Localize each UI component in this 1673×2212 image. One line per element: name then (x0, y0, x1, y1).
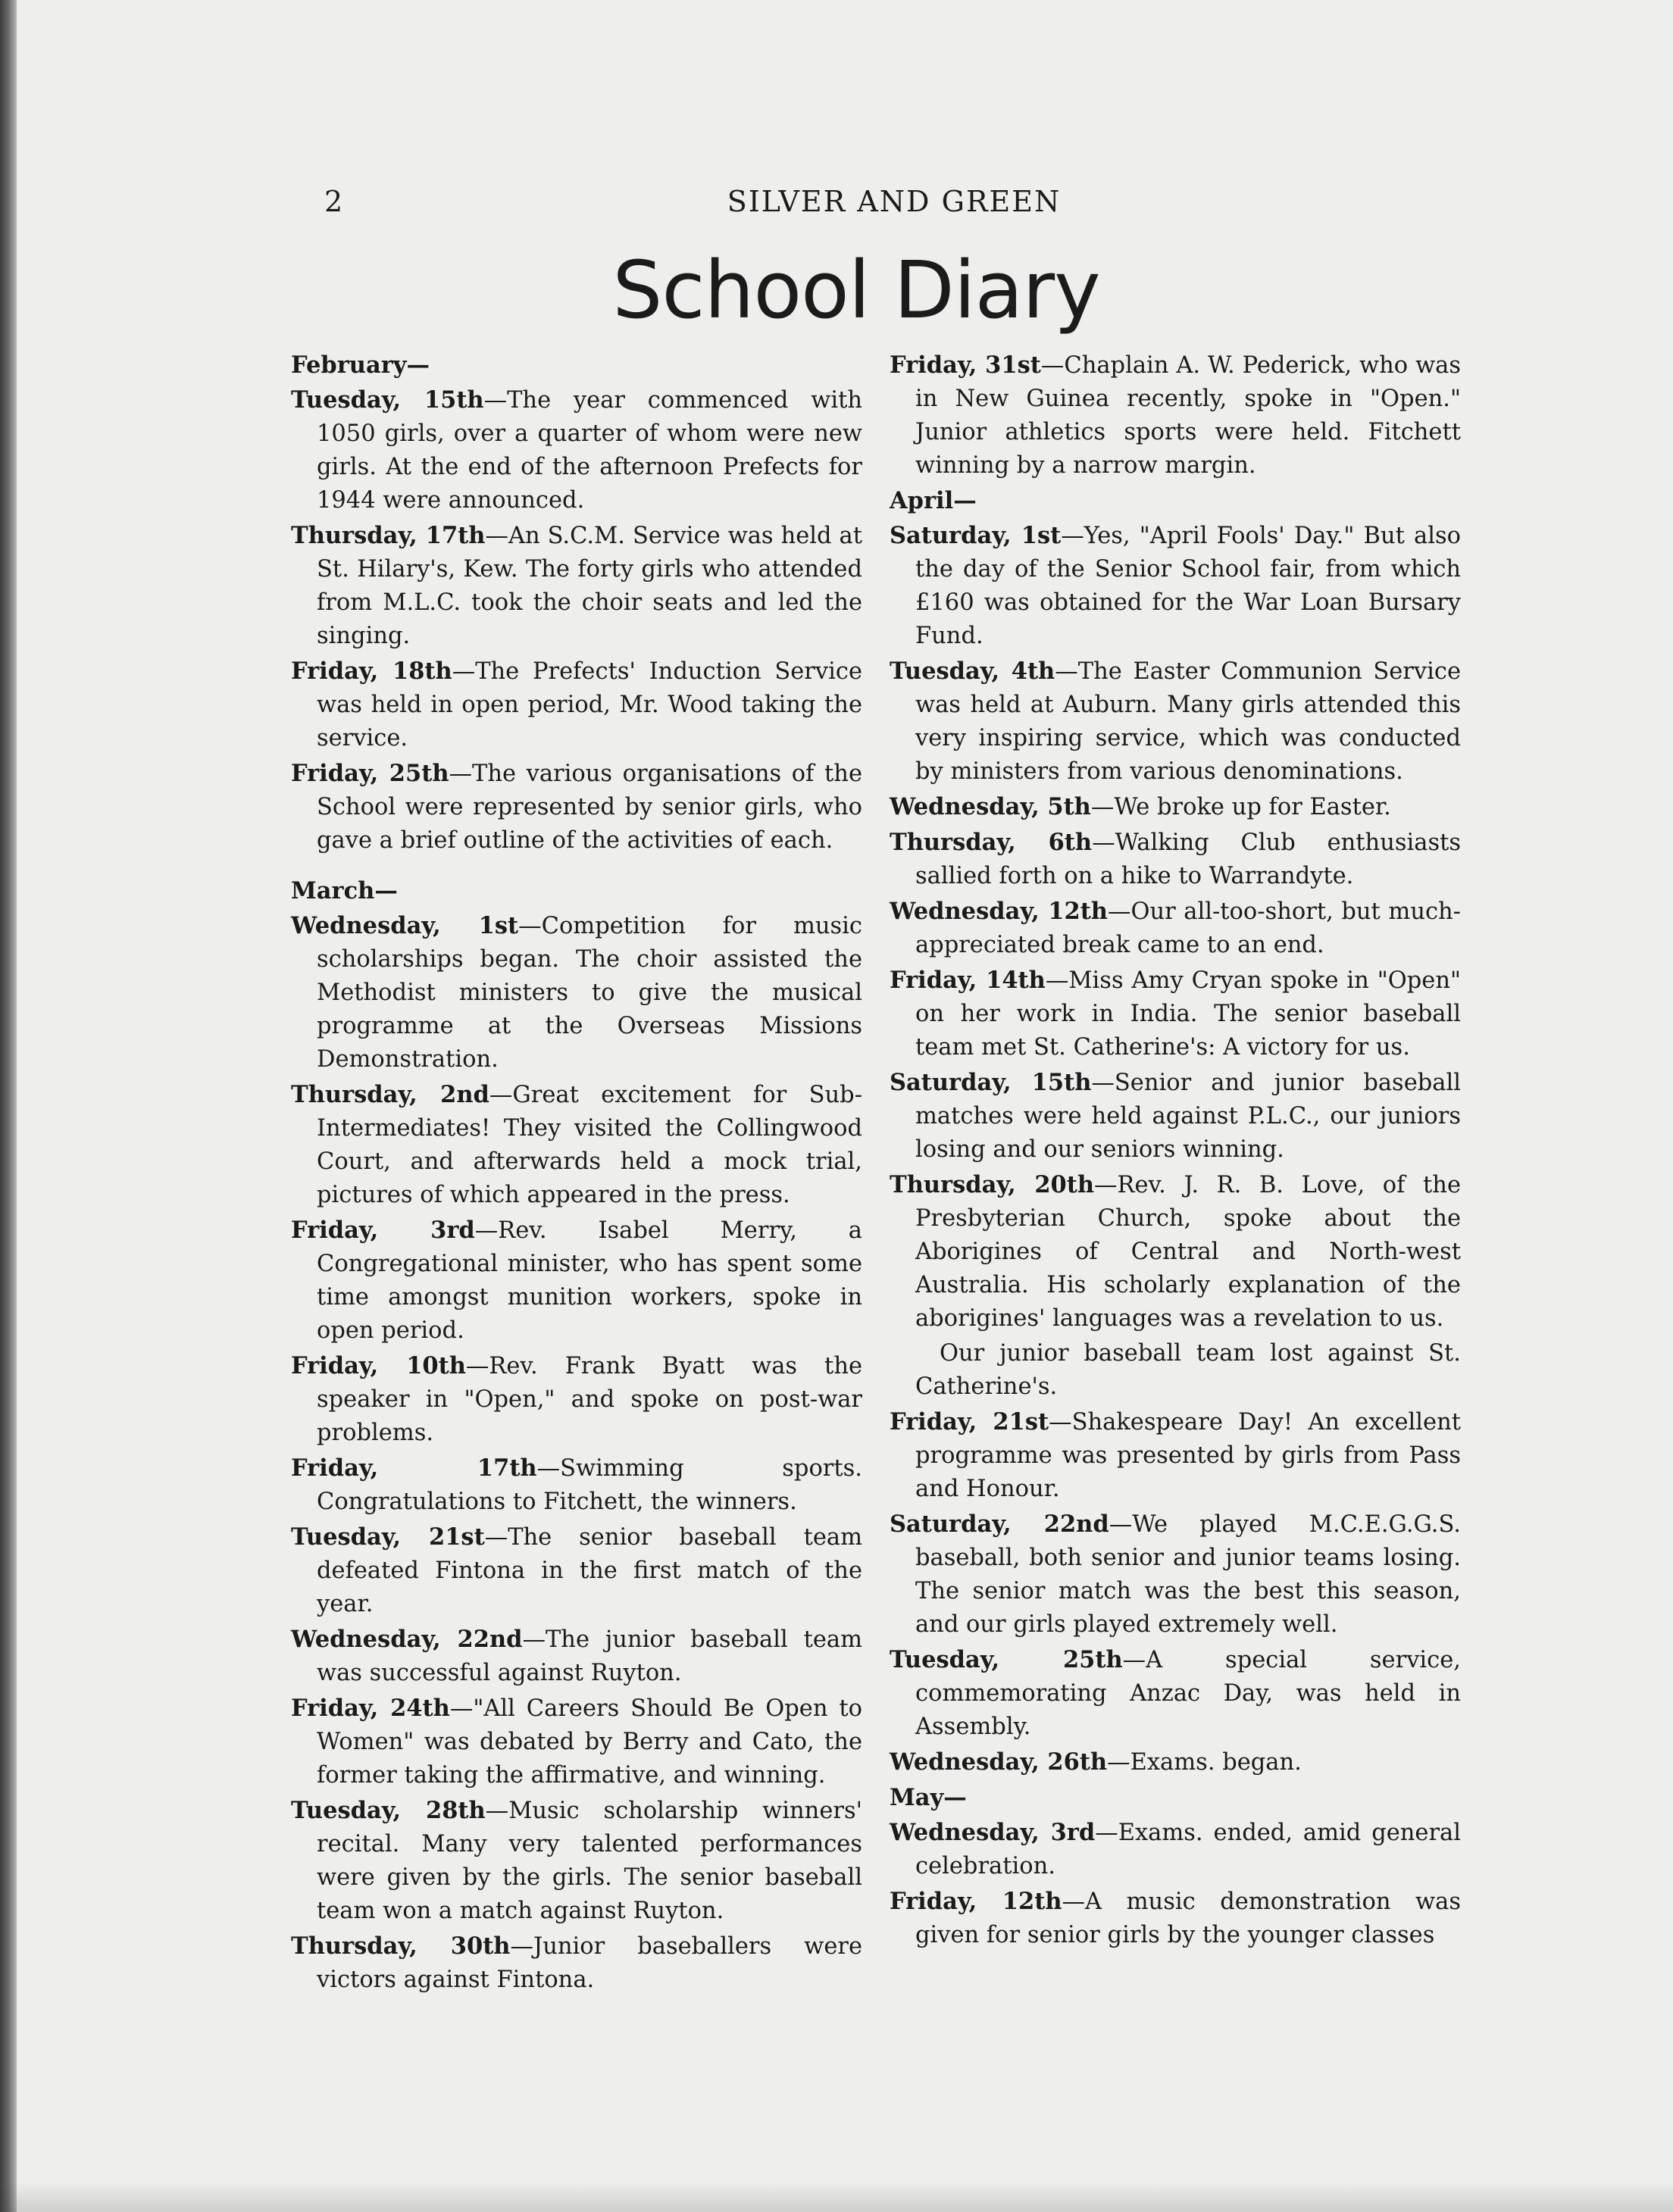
entry-text: —The junior baseball team was successful against Ruyton. (317, 1626, 862, 1686)
entry-date: Friday, 18th (291, 658, 452, 685)
left-column (286, 348, 862, 1998)
entry-text: —Miss Amy Cryan spoke in "Open" on her work in India. The senior baseball team met St. Catherine's: A victory for us. (915, 967, 1461, 1061)
entry-text: —An S.C.M. Service was held at St. Hilary's, Kew. The forty girls who attended from M.L.C. took the choir seats and led the singing. (317, 523, 862, 649)
entry-text: —Walking Club enthusiasts sallied forth on a hike to Warrandyte. (915, 830, 1461, 889)
entry-date: Thursday, 20th (890, 1171, 1095, 1198)
entry-text: —Rev. Frank Byatt was the speaker in "Open," and spoke on post-war problems. (317, 1353, 863, 1446)
march-entries (286, 909, 862, 1997)
running-head: SILVER AND GREEN (727, 185, 1062, 218)
diary-entry (286, 655, 862, 755)
entry-date: Tuesday, 21st (291, 1523, 485, 1551)
entry-text: —Our all-too-short, but much-appreciated break came to an end. (915, 898, 1461, 958)
diary-entry (286, 1349, 862, 1450)
entry-date: Wednesday, 26th (890, 1748, 1108, 1776)
diary-paragraph: Our junior baseball team lost against St. Catherine's. (915, 1340, 1461, 1400)
diary-entry (885, 1643, 1461, 1744)
entry-date: Thursday, 17th (291, 522, 486, 549)
entry-date: Friday, 21st (890, 1408, 1049, 1436)
diary-entry (885, 964, 1461, 1064)
diary-entry (286, 1692, 862, 1792)
entry-text: —A special service, commemorating Anzac Day, was held in Assembly. (915, 1647, 1462, 1740)
entry-text: —Music scholarship winners' recital. Many very talented performances were given by the girls. The senior baseball team won a match against Ruyton. (317, 1798, 862, 1924)
entry-date: Tuesday, 25th (890, 1646, 1123, 1673)
diary-entry (885, 1745, 1461, 1779)
entry-text: —A music demonstration was given for senior girls by the younger classes (915, 1889, 1461, 1948)
entry-date: Friday, 24th (291, 1695, 450, 1722)
diary-entry (286, 1214, 862, 1348)
month-heading-march: March— (291, 877, 398, 904)
entry-text: —The senior baseball team defeated Fintona in the first match of the year. (317, 1524, 862, 1617)
entry-text: —The year commenced with 1050 girls, over a quarter of whom were new girls. At the end of the afternoon Prefects for 1944 were announced. (317, 387, 862, 514)
entry-date: Wednesday, 5th (890, 793, 1091, 820)
diary-entry (885, 348, 1461, 483)
entry-date: Saturday, 15th (890, 1069, 1092, 1096)
diary-entry (286, 757, 862, 858)
page-title: School Diary (612, 244, 1100, 336)
diary-entry (885, 519, 1461, 653)
entry-date: Friday, 17th (291, 1454, 537, 1482)
diary-entry (286, 1794, 862, 1928)
diary-entry (286, 383, 862, 517)
diary-entry (885, 1168, 1461, 1336)
entry-date: Friday, 10th (291, 1352, 466, 1379)
entry-text: —Senior and junior baseball matches were held against P.L.C., our juniors losing and our seniors winning. (915, 1070, 1461, 1163)
diary-entry (286, 909, 862, 1076)
entry-date: Saturday, 22nd (890, 1511, 1109, 1538)
entry-date: Thursday, 30th (291, 1932, 511, 1960)
april-more-entries (885, 1405, 1461, 1779)
entry-date: Wednesday, 12th (890, 898, 1108, 925)
diary-entry (286, 1929, 862, 1997)
entry-text: —"All Careers Should Be Open to Women" was debated by Berry and Cato, the former taking the affirmative, and winning. (317, 1695, 862, 1789)
right-column (885, 348, 1461, 1954)
diary-entry (885, 790, 1461, 824)
diary-entry (885, 1507, 1461, 1642)
entry-text: —Rev. J. R. B. Love, of the Presbyterian Church, spoke about the Aborigines of Central and North-west Australia. His scholarly explanation of the aborigines' languages was a revelation to us. (915, 1172, 1461, 1332)
diary-entry (885, 826, 1461, 893)
entry-text: —Junior baseballers were victors against Fintona. (317, 1933, 862, 1993)
entry-text: —Exams. ended, amid general celebration. (915, 1820, 1461, 1879)
diary-entry (286, 519, 862, 653)
diary-entry (885, 1405, 1461, 1506)
diary-entry (885, 1066, 1461, 1167)
page-bottom-shadow (0, 2182, 1673, 2212)
entry-date: Saturday, 1st (890, 522, 1062, 549)
entry-text: —The various organisations of the School were represented by senior girls, who gave a brief outline of the activities of each. (317, 761, 862, 854)
diary-entry (286, 1623, 862, 1690)
entry-text: —Swimming sports. Congratulations to Fitchett, the winners. (317, 1455, 862, 1515)
march-continued-entries (885, 348, 1461, 483)
diary-entry (885, 1885, 1461, 1952)
entry-date: Tuesday, 15th (291, 386, 484, 414)
diary-entry (286, 1451, 862, 1519)
entry-date: Friday, 25th (291, 760, 449, 787)
entry-text: —Great excitement for Sub-Intermediates! They visited the Collingwood Court, and afterwards held a mock trial, pictures of which appeared in the press. (317, 1082, 862, 1208)
month-heading-february: February— (291, 351, 430, 379)
entry-date: Tuesday, 28th (291, 1797, 486, 1824)
diary-entry (286, 1520, 862, 1621)
entry-date: Thursday, 6th (890, 829, 1093, 856)
may-entries (885, 1816, 1461, 1952)
entry-text: —Rev. Isabel Merry, a Congregational minister, who has spent some time amongst munition workers, spoke in open period. (317, 1217, 862, 1344)
entry-date: Thursday, 2nd (291, 1081, 489, 1108)
entry-text: —We played M.C.E.G.G.S. baseball, both senior and junior teams losing. The senior match was the best this season, and our girls played extremely well. (915, 1511, 1461, 1638)
entry-date: Friday, 12th (890, 1888, 1062, 1915)
entry-date: Friday, 31st (890, 351, 1041, 379)
entry-date: Friday, 14th (890, 967, 1046, 994)
entry-date: Tuesday, 4th (890, 658, 1055, 685)
entry-text: —Yes, "April Fools' Day." But also the day of the Senior School fair, from which £160 was obtained for the War Loan Bursary Fund. (915, 523, 1461, 649)
page-binding-shadow (0, 0, 17, 2212)
entry-date: Wednesday, 3rd (890, 1819, 1096, 1846)
month-heading-may: May— (890, 1784, 967, 1811)
diary-entry (286, 1078, 862, 1212)
entry-text: —Chaplain A. W. Pederick, who was in New Guinea recently, spoke in "Open." Junior athletics sports were held. Fitchett winning by a narrow margin. (915, 352, 1462, 479)
page-number: 2 (324, 185, 344, 218)
diary-entry (885, 655, 1461, 789)
entry-text: —Exams. began. (1107, 1749, 1302, 1776)
entry-text: —The Prefects' Induction Service was held in open period, Mr. Wood taking the service. (317, 658, 862, 751)
entry-date: Wednesday, 22nd (291, 1626, 523, 1653)
entry-date: Friday, 3rd (291, 1217, 475, 1244)
april-entries (885, 519, 1461, 1336)
entry-text: —Competition for music scholarships began. The choir assisted the Methodist ministers to give the musical programme at the Overseas Missions Demonstration. (317, 913, 862, 1073)
diary-entry (885, 895, 1461, 962)
entry-text: —We broke up for Easter. (1090, 794, 1391, 820)
month-heading-april: April— (890, 487, 977, 514)
entry-text: —The Easter Communion Service was held at Auburn. Many girls attended this very inspiring service, which was conducted by ministers from various denominations. (915, 658, 1461, 785)
entry-text: —Shakespeare Day! An excellent programme was presented by girls from Pass and Honour. (915, 1409, 1461, 1502)
february-entries (286, 383, 862, 858)
diary-entry (885, 1816, 1461, 1883)
entry-date: Wednesday, 1st (291, 912, 519, 939)
